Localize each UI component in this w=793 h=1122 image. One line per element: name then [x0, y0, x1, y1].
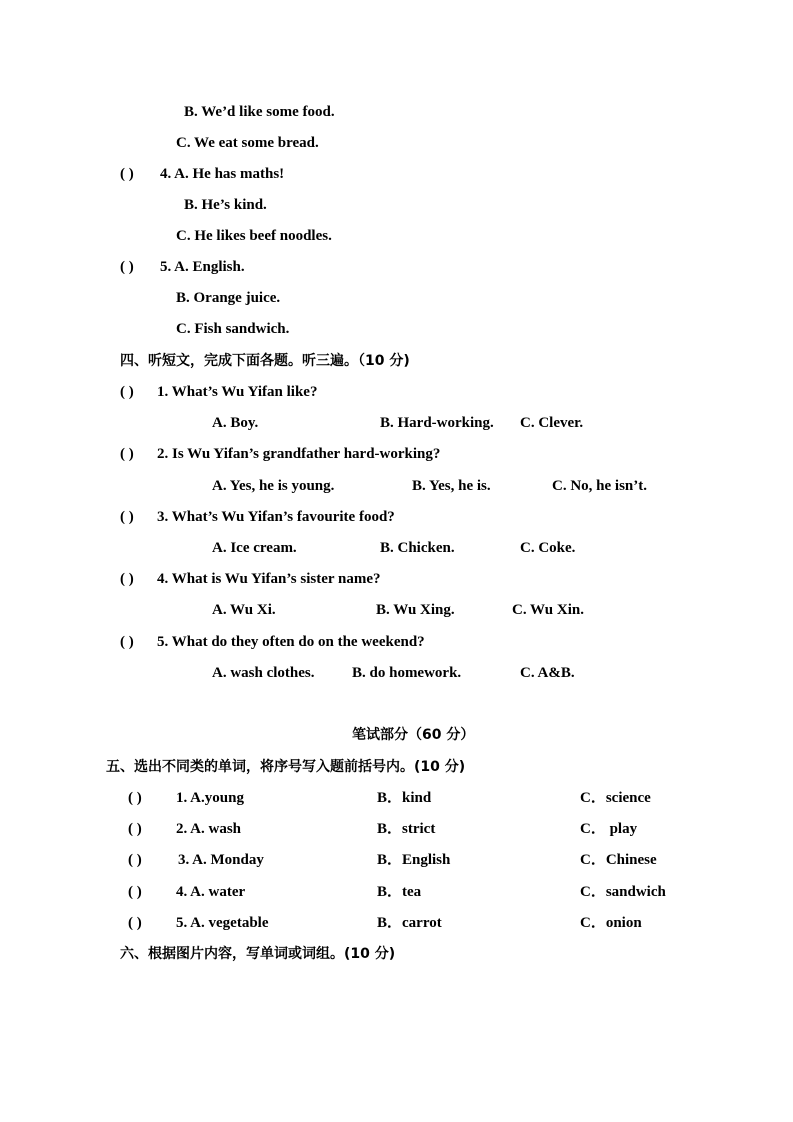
s4-q3-option-a: A. Ice cream. — [212, 540, 297, 556]
answer-paren[interactable]: ( ) — [120, 634, 134, 650]
s5-q3-option-c: C．Chinese — [580, 852, 657, 868]
s5-q3-option-a: 3. A. Monday — [178, 852, 264, 868]
s5-q3-option-b: B．English — [377, 852, 451, 868]
s5-q1-option-a: 1. A.young — [176, 790, 244, 806]
s4-q5-option-c: C. A&B. — [520, 665, 575, 681]
q5-option-a: 5. A. English. — [160, 259, 245, 275]
q5-option-b: B. Orange juice. — [176, 290, 281, 306]
q4-option-b: B. He’s kind. — [184, 197, 267, 213]
s4-q5-option-a: A. wash clothes. — [212, 665, 315, 681]
s5-q5-option-c: C．onion — [580, 915, 642, 931]
s5-q4-option-c: C．sandwich — [580, 884, 666, 900]
answer-paren[interactable]: ( ) — [128, 884, 142, 900]
s5-q4-option-a: 4. A. water — [176, 884, 246, 900]
answer-paren[interactable]: ( ) — [120, 571, 134, 587]
answer-paren[interactable]: ( ) — [128, 915, 142, 931]
s5-q4-option-b: B．tea — [377, 884, 422, 900]
answer-paren[interactable]: ( ) — [120, 259, 134, 275]
section6-heading: 六、根据图片内容，写单词或词组。(10 分) — [120, 946, 396, 962]
answer-paren[interactable]: ( ) — [128, 821, 142, 837]
section4-heading: 四、听短文，完成下面各题。听三遍。（10 分) — [120, 353, 410, 369]
s4-q3-option-c: C. Coke. — [520, 540, 576, 556]
s4-q4-stem: 4. What is Wu Yifan’s sister name? — [157, 571, 381, 587]
s5-q1-option-b: B．kind — [377, 790, 432, 806]
answer-paren[interactable]: ( ) — [120, 446, 134, 462]
s5-q5-option-a: 5. A. vegetable — [176, 915, 269, 931]
s5-q1-option-c: C．science — [580, 790, 651, 806]
s4-q1-option-c: C. Clever. — [520, 415, 584, 431]
q3-option-b: B. We’d like some food. — [184, 104, 335, 120]
s5-q2-option-b: B．strict — [377, 821, 436, 837]
s4-q2-option-c: C. No, he isn’t. — [552, 478, 648, 494]
s4-q1-option-a: A. Boy. — [212, 415, 259, 431]
answer-paren[interactable]: ( ) — [120, 384, 134, 400]
answer-paren[interactable]: ( ) — [120, 166, 134, 182]
s5-q5-option-b: B．carrot — [377, 915, 442, 931]
written-part-title: 笔试部分（60 分） — [352, 727, 475, 743]
q4-option-c: C. He likes beef noodles. — [176, 228, 332, 244]
s4-q5-option-b: B. do homework. — [352, 665, 462, 681]
s4-q3-stem: 3. What’s Wu Yifan’s favourite food? — [157, 509, 395, 525]
s4-q4-option-b: B. Wu Xing. — [376, 602, 455, 618]
s4-q2-stem: 2. Is Wu Yifan’s grandfather hard-working? — [157, 446, 441, 462]
s4-q4-option-a: A. Wu Xi. — [212, 602, 276, 618]
answer-paren[interactable]: ( ) — [128, 790, 142, 806]
s4-q1-option-b: B. Hard-working. — [380, 415, 494, 431]
s5-q2-option-a: 2. A. wash — [176, 821, 242, 837]
s5-q2-option-c: C． play — [580, 821, 638, 837]
s4-q3-option-b: B. Chicken. — [380, 540, 455, 556]
s4-q5-stem: 5. What do they often do on the weekend? — [157, 634, 425, 650]
answer-paren[interactable]: ( ) — [120, 509, 134, 525]
q5-option-c: C. Fish sandwich. — [176, 321, 290, 337]
q3-option-c: C. We eat some bread. — [176, 135, 319, 151]
s4-q2-option-b: B. Yes, he is. — [412, 478, 491, 494]
q4-option-a: 4. A. He has maths! — [160, 166, 285, 182]
s4-q2-option-a: A. Yes, he is young. — [212, 478, 335, 494]
section5-heading: 五、选出不同类的单词，将序号写入题前括号内。(10 分) — [106, 759, 466, 775]
s4-q1-stem: 1. What’s Wu Yifan like? — [157, 384, 318, 400]
s4-q4-option-c: C. Wu Xin. — [512, 602, 584, 618]
answer-paren[interactable]: ( ) — [128, 852, 142, 868]
